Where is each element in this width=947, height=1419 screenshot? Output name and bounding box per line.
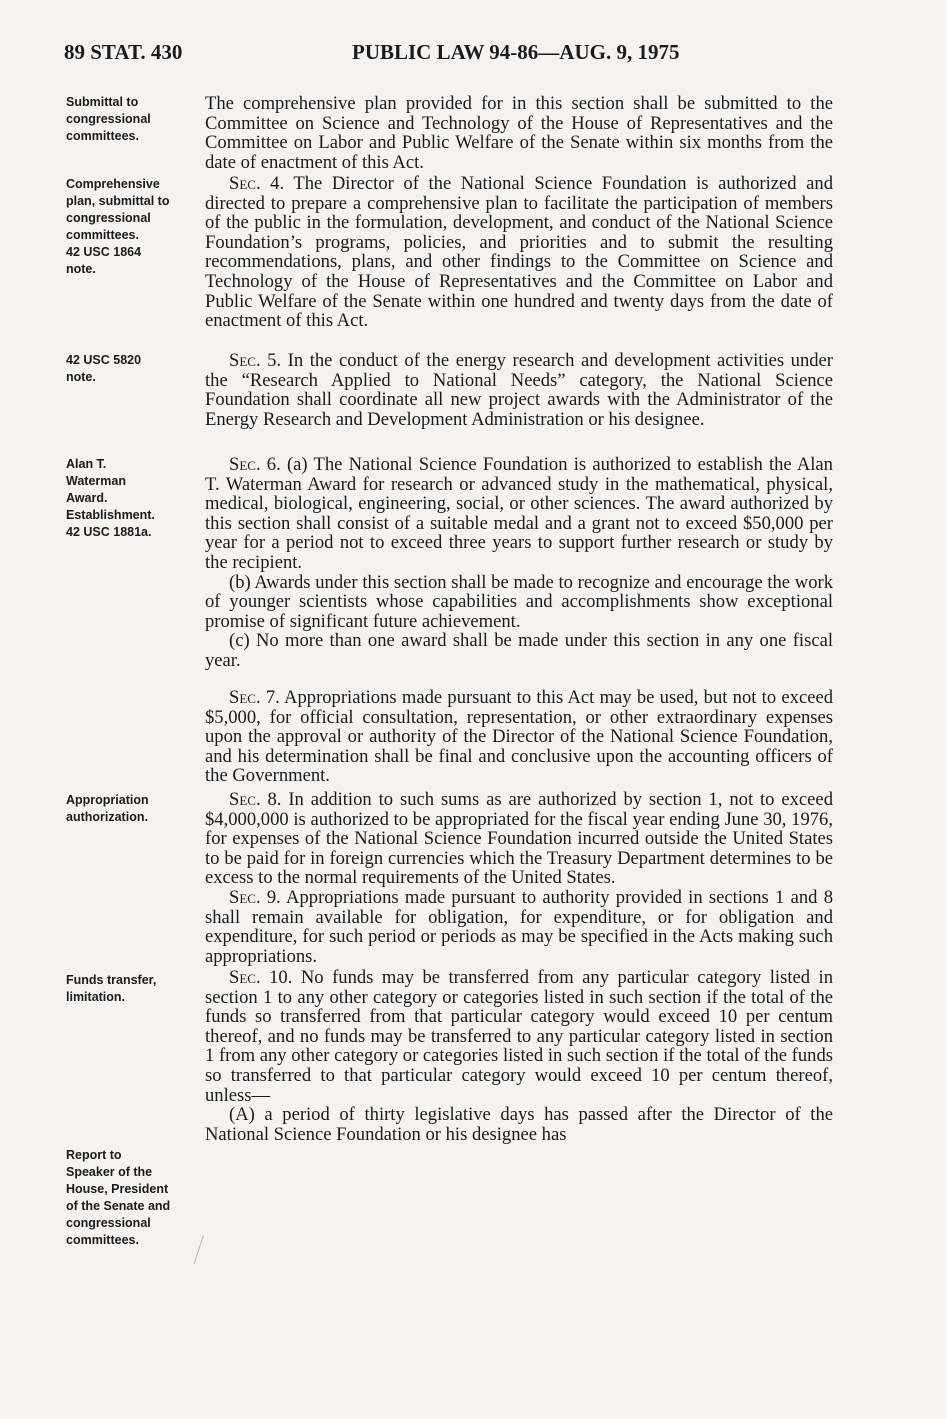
margin-note-report: Report to Speaker of the House, President of the Senate and congressional committees. [66,1148,171,1247]
section-label: Sec. 5. [229,350,282,371]
margin-note-42-usc-5820: 42 USC 5820 note. [66,353,142,384]
paragraph-text: (A) a period of thirty legislative days has passed after the Director of the National Science Foundation or his designee has [205,1104,833,1145]
section-9 [205,888,833,966]
paragraph-text: In addition to such sums as are authorized by section 1, not to exceed $4,000,000 is authorized to be appropriated for the fiscal year ending June 30, 1976, for expenses of the National Science Foundation incurred outside the United States to be paid for in foreign currencies which the Treasury Department determines to be excess to the normal requirements of the United States. [205,789,833,889]
paragraph-text: (c) No more than one award shall be made under this section in any one fiscal year. [205,630,833,671]
page-header [64,40,824,70]
section-label: Sec. 7. [229,687,280,708]
margin-note-appropriation: Appropriation authorization. [66,793,149,824]
margin-note-waterman-award: Alan T. Waterman Award. Establishment. 42 USC 1881a. [66,457,155,539]
section-label: Sec. 10. [229,967,293,988]
section-10 [205,968,833,1144]
paragraph-text: Appropriations made pursuant to authority provided in sections 1 and 8 shall remain available for obligation, for expenditure, or for obligation and expenditure, for such period or periods as may be specified in the Acts making such appropriations. [205,887,833,967]
section-7 [205,688,833,786]
section-label: Sec. 8. [229,789,282,810]
section-8 [205,790,833,888]
margin-note-comprehensive-plan: Comprehensive plan, submittal to congressional committees. 42 USC 1864 note. [66,177,170,276]
section-label: Sec. 9. [229,887,281,908]
section-4 [205,174,833,331]
stray-pen-mark [194,1235,212,1266]
section-label: Sec. 6. [229,454,281,475]
paragraph-plan-submittal [205,94,833,172]
stat-page-number: 89 STAT. 430 [64,40,183,64]
margin-note-submittal: Submittal to congressional committees. [66,95,151,143]
paragraph-text: (b) Awards under this section shall be made to recognize and encourage the work of younger scientists whose capabilities and accomplishments show exceptional promise of significant future achievement. [205,571,833,632]
paragraph-text: (a) The National Science Foundation is authorized to establish the Alan T. Waterman Award for research or advanced study in the mathematical, physical, medical, biological, engineering, social, or other sciences. The award authorized by this section shall consist of a suitable medal and a grant not to exceed $50,000 per year for a period not to exceed three years to support further research or study by the recipient. [205,454,833,573]
section-6 [205,455,833,671]
law-title: PUBLIC LAW 94-86—AUG. 9, 1975 [352,40,680,64]
section-label: Sec. 4. [229,173,285,194]
section-5 [205,351,833,429]
paragraph-text: Appropriations made pursuant to this Act may be used, but not to exceed $5,000, for official consultation, representation, or other extraordinary expenses upon the approval or authority of the Director of the National Science Foundation, and his determination shall be final and conclusive upon the accounting officers of the Government. [205,687,833,787]
paragraph-text: The comprehensive plan provided for in this section shall be submitted to the Committee on Science and Technology of the House of Representatives and the Committee on Labor and Public Welfare of the Senate within six months from the date of enactment of this Act. [205,93,833,173]
paragraph-text: In the conduct of the energy research and development activities under the “Research Applied to National Needs” category, the National Science Foundation shall coordinate all new project awards with the Administrator of the Energy Research and Development Administration or his designee. [205,350,833,430]
paragraph-text: The Director of the National Science Foundation is authorized and directed to prepare a comprehensive plan to facilitate the participation of members of the public in the formulation, development, and conduct of the National Science Foundation’s programs, policies, and priorities and to submit the resulting recommendations, plans, and other findings to the Committee on Science and Technology of the House of Representatives and the Committee on Labor and Public Welfare of the Senate within one hundred and twenty days from the date of enactment of this Act. [205,173,833,332]
margin-note-funds-transfer: Funds transfer, limitation. [66,973,157,1004]
paragraph-text: No funds may be transferred from any particular category listed in section 1 to any other category or categories listed in such section if the total of the funds so transferred from that particular category would exceed 10 per centum thereof, and no funds may be transferred to any particular category listed in section 1 from any other category or categories listed in such section if the total of the funds so transferred to that particular category would exceed 10 per centum thereof, unless— [205,967,834,1106]
